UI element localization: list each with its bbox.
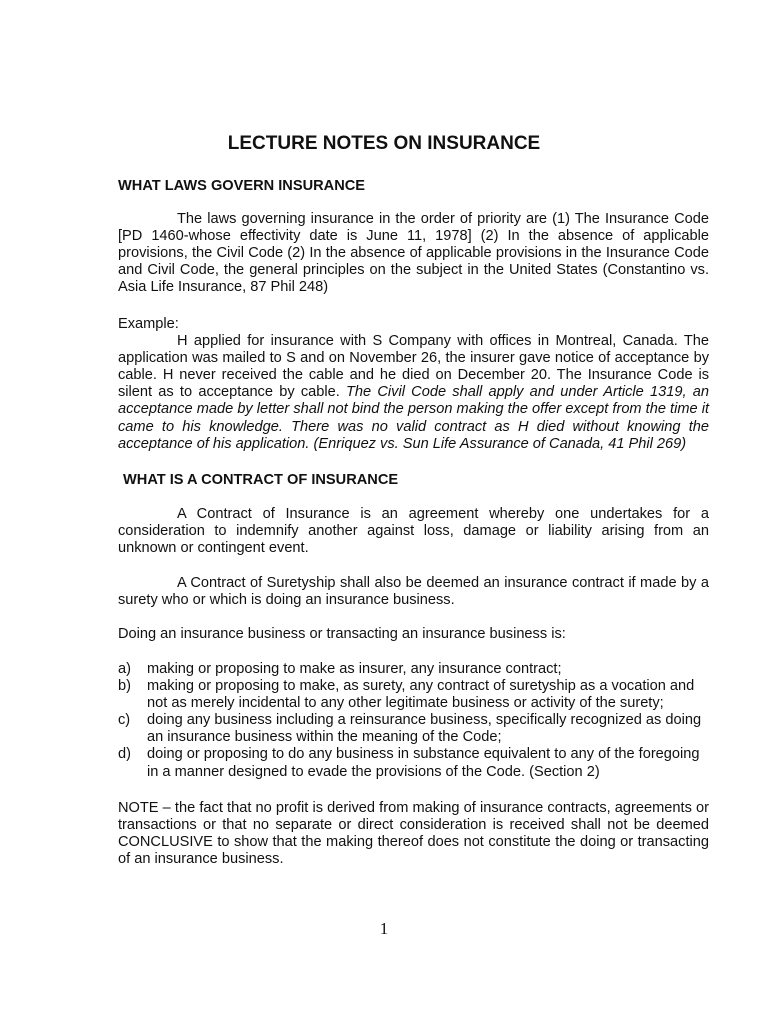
paragraph-contract-definition: A Contract of Insurance is an agreement whereby one undertakes for a consideration to indemnify another against loss, damage or liability arising from an unknown or contingent event. bbox=[118, 506, 709, 557]
example-italic-text: The Civil Code shall apply and under Article 1319, an acceptance made by letter shall not bind the person making the offer except from the time it came to his knowledge. There was no valid contract as H died without knowing the acceptance of his application. (Enriquez vs. Sun Life Assurance of Canada, 41 Phil 269) bbox=[118, 384, 709, 452]
list-item-label: b) bbox=[118, 678, 131, 695]
paragraph-laws: The laws governing insurance in the order of priority are (1) The Insurance Code [PD 1460-whose effectivity date is June 11, 1978] (2) In the absence of applicable provisions, the Civil Code (2) In the absence of applicable provisions in the Insurance Code and Civil Code, the general principles on the subject in the United States (Constantino vs. Asia Life Insurance, 87 Phil 248) bbox=[118, 211, 709, 296]
list-item bbox=[118, 746, 709, 780]
page-number: 1 bbox=[379, 919, 389, 938]
list-item-text: making or proposing to make, as surety, any contract of suretyship as a vocation and not as merely incidental to any other legitimate business or activity of the surety; bbox=[147, 678, 695, 712]
list-item bbox=[118, 661, 709, 678]
list-item-label: c) bbox=[118, 712, 131, 729]
business-list bbox=[118, 661, 709, 781]
list-item-text: doing or proposing to do any business in substance equivalent to any of the foregoing in a manner designed to evade the provisions of the Code. (Section 2) bbox=[147, 746, 700, 780]
list-item-text: doing any business including a reinsurance business, specifically recognized as doing an insurance business within the meaning of the Code; bbox=[147, 712, 702, 746]
example-label: Example: bbox=[118, 316, 179, 332]
page-title: LECTURE NOTES ON INSURANCE bbox=[227, 132, 541, 154]
paragraph-intro: Doing an insurance business or transacting an insurance business is: bbox=[118, 626, 566, 642]
list-item-label: d) bbox=[118, 746, 131, 763]
example-paragraph bbox=[118, 333, 709, 453]
list-item bbox=[118, 678, 709, 712]
list-item-label: a) bbox=[118, 661, 131, 677]
list-item-text: making or proposing to make as insurer, any insurance contract; bbox=[147, 661, 562, 677]
note-paragraph: NOTE – the fact that no profit is derived from making of insurance contracts, agreements or transactions or that no separate or direct consideration is received shall not be deemed CONCLUSIVE to show that the making thereof does not constitute the doing or transacting of an insurance business. bbox=[118, 800, 709, 868]
list-item bbox=[118, 712, 709, 746]
paragraph-suretyship: A Contract of Suretyship shall also be deemed an insurance contract if made by a surety who or which is doing an insurance business. bbox=[118, 575, 709, 609]
section-heading-laws: WHAT LAWS GOVERN INSURANCE bbox=[118, 178, 366, 194]
example-block bbox=[118, 316, 709, 453]
section-heading-contract: WHAT IS A CONTRACT OF INSURANCE bbox=[123, 472, 399, 488]
example-text: H applied for insurance with S Company with offices in Montreal, Canada. The application was mailed to S and on November 26, the insurer gave notice of acceptance by cable. H never received the cable and he died on December 20. The Insurance Code is silent as to acceptance by cable. bbox=[118, 333, 709, 401]
